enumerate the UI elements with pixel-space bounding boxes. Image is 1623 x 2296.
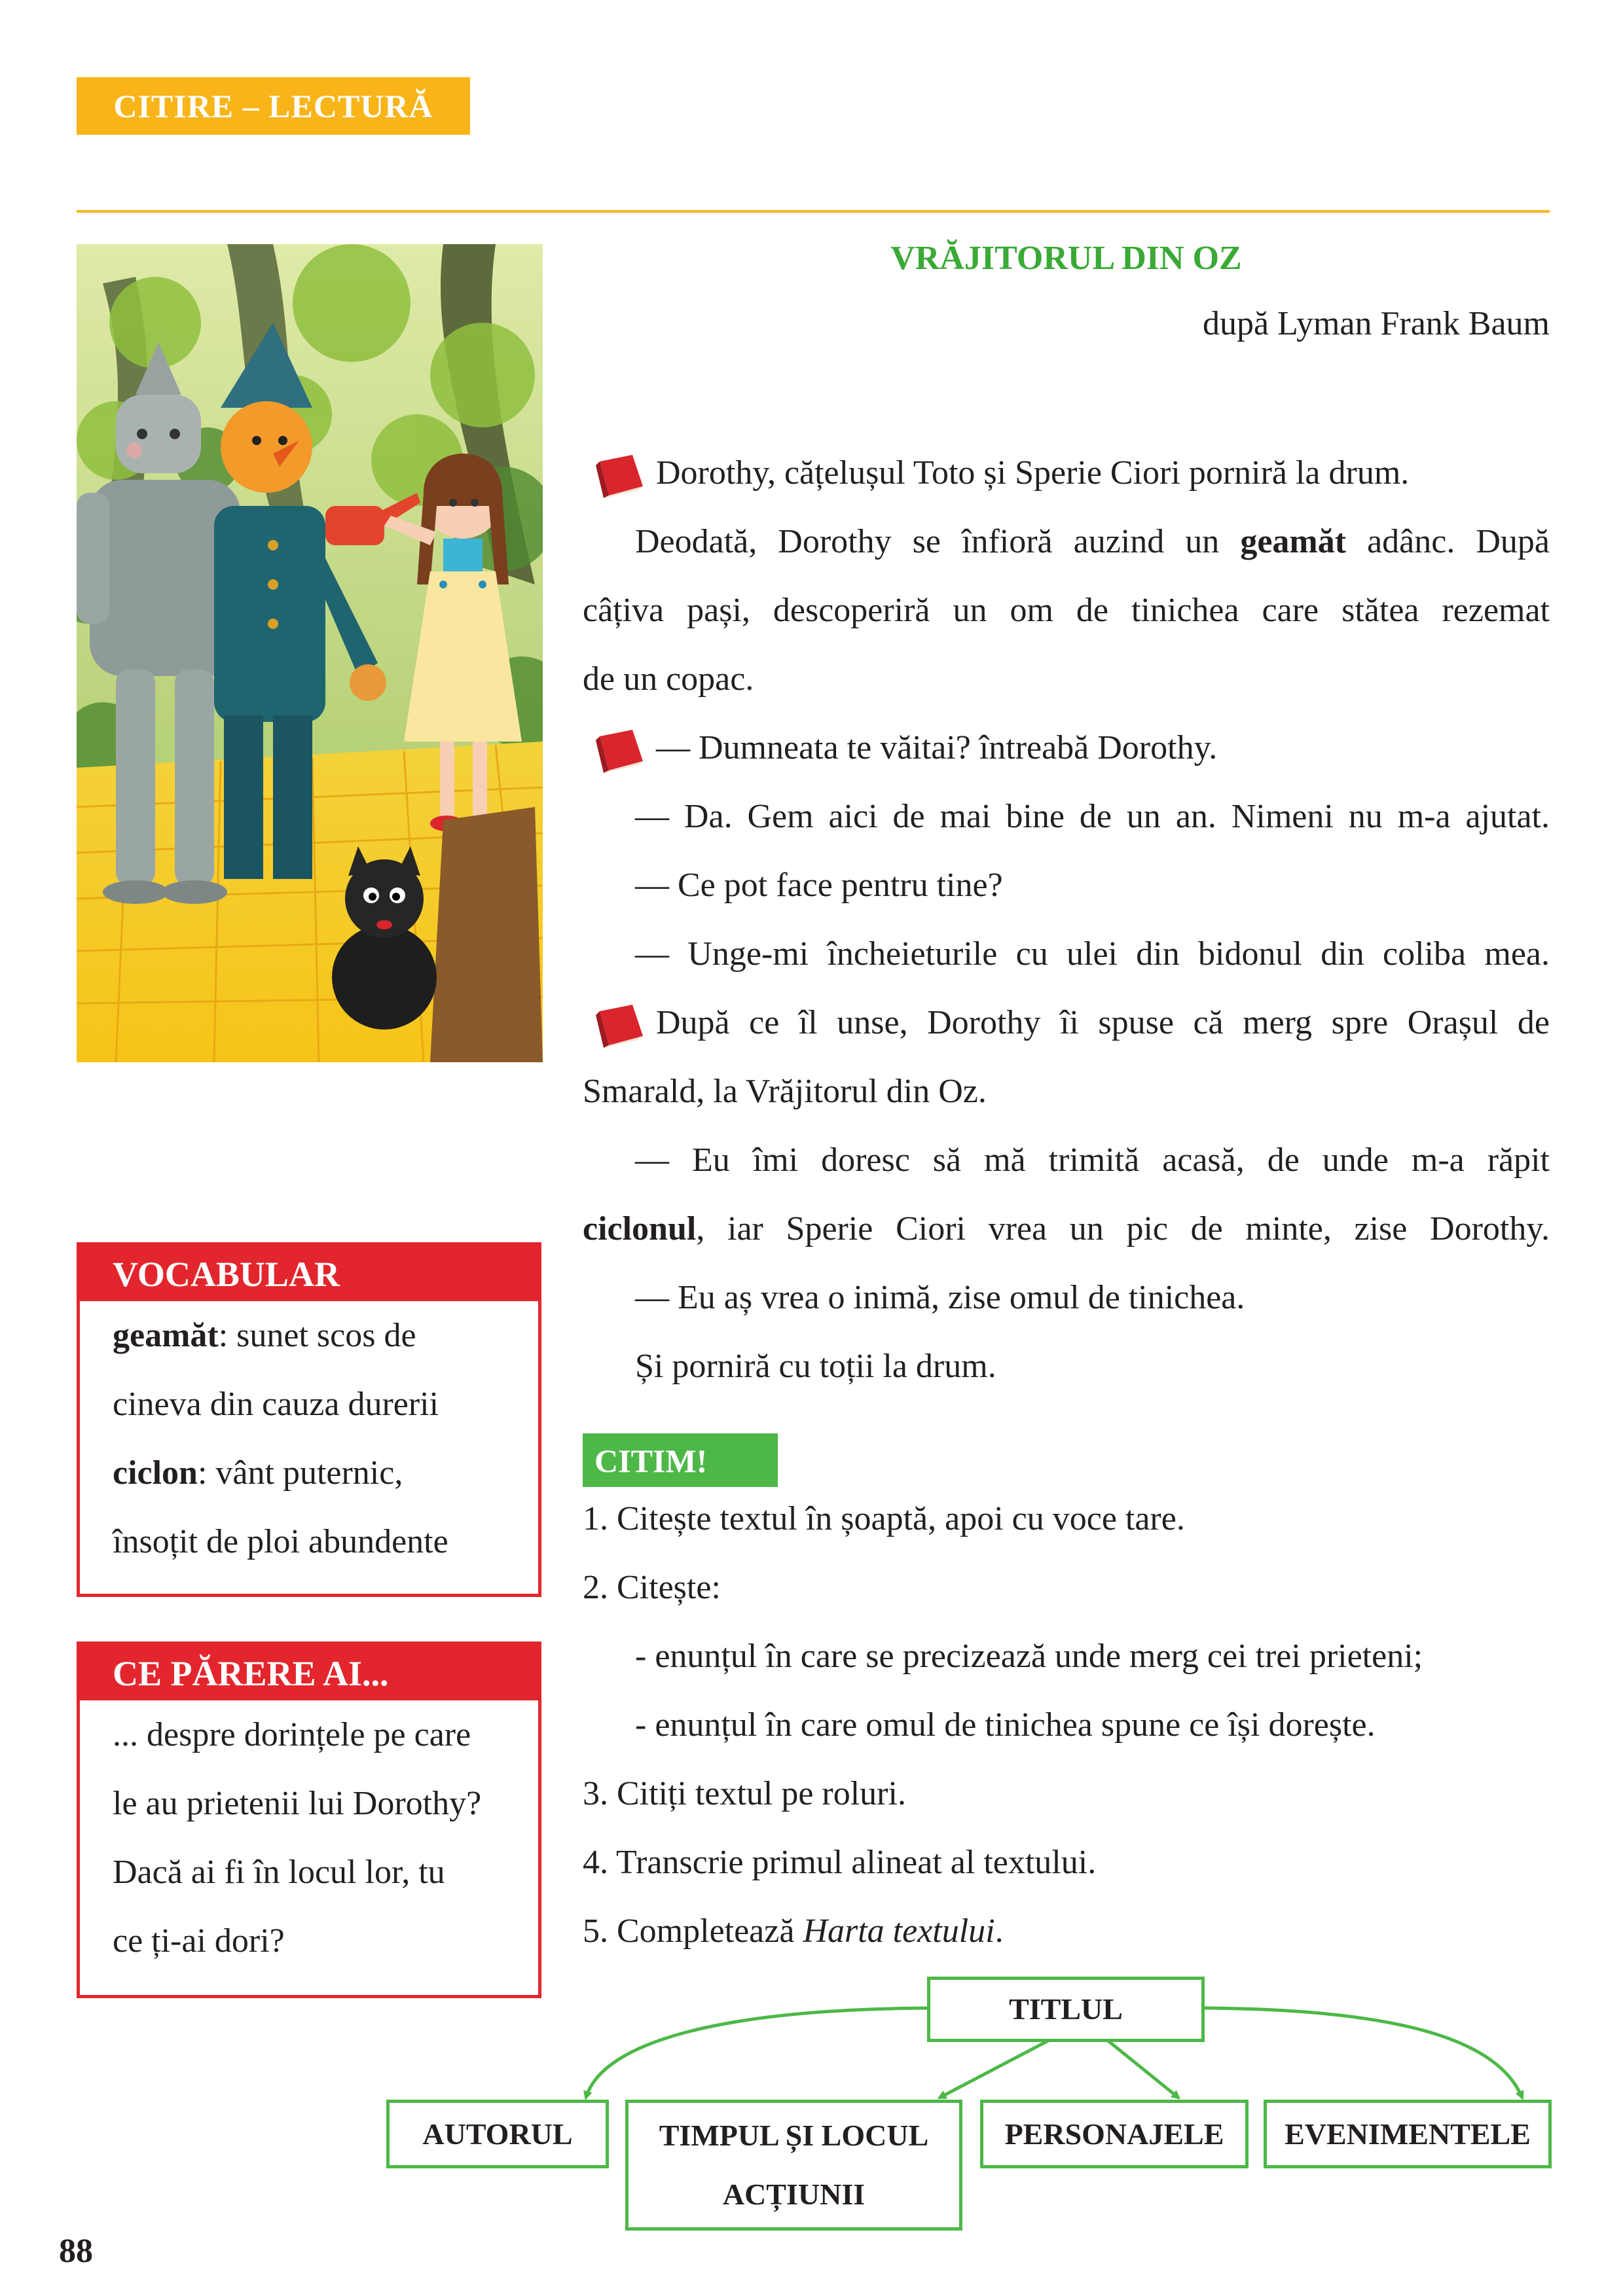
- map-node-characters: PERSONAJELE: [980, 2100, 1249, 2168]
- vocabulary-line: însoțit de ploi abundente: [113, 1523, 448, 1560]
- task-subitem: - enunțul în care se precizează unde merg cei trei prieteni;: [635, 1638, 1423, 1675]
- story-line: — Unge-mi încheieturile cu ulei din bidonul din coliba mea.: [635, 935, 1550, 973]
- section-tag: CITIRE – LECTURĂ: [77, 77, 470, 135]
- map-node-title: TITLUL: [927, 1977, 1205, 2042]
- vocabulary-line: geamăt: sunet scos de: [113, 1317, 416, 1354]
- task-item: 4. Transcrie primul alineat al textului.: [583, 1844, 1097, 1881]
- opinion-line: Dacă ai fi în locul lor, tu: [113, 1854, 445, 1891]
- map-node-time-place: [625, 2100, 962, 2231]
- story-line: — Dumneata te văitai? întreabă Dorothy.: [583, 713, 1550, 782]
- story-line: de un copac.: [583, 660, 754, 698]
- story-title: VRĂJITORUL DIN OZ: [890, 240, 1242, 277]
- story-line: După ce îl unse, Dorothy îi spuse că merg spre Orașul de: [583, 988, 1550, 1057]
- task-item: 5. Completează Harta textului.: [583, 1912, 1004, 1950]
- story-line: ciclonul, iar Sperie Ciori vrea un pic de minte, zise Dorothy.: [583, 1210, 1550, 1247]
- story-line: — Ce pot face pentru tine?: [635, 867, 1003, 904]
- map-node-time-place-line: TIMPUL ȘI LOCUL: [659, 2119, 929, 2152]
- story-line: — Da. Gem aici de mai bine de un an. Nimeni nu m-a ajutat.: [635, 798, 1550, 835]
- opinion-line: ce ți-ai dori?: [113, 1922, 285, 1960]
- task-subitem: - enunțul în care omul de tinichea spune ce își dorește.: [635, 1706, 1376, 1744]
- story-author: după Lyman Frank Baum: [1202, 305, 1550, 342]
- story-line: — Eu aș vrea o inimă, zise omul de tinichea.: [635, 1279, 1245, 1316]
- task-item: 1. Citește textul în șoaptă, apoi cu voce tare.: [583, 1500, 1185, 1537]
- task-item: 2. Citește:: [583, 1569, 721, 1606]
- opinion-heading: CE PĂRERE AI...: [80, 1645, 538, 1700]
- story-line: Smarald, la Vrăjitorul din Oz.: [583, 1073, 987, 1110]
- story-line: câțiva pași, descoperiră un om de tinichea care stătea rezemat: [583, 592, 1550, 629]
- tasks-heading: CITIM!: [583, 1433, 778, 1487]
- map-node-author: AUTORUL: [386, 2100, 609, 2168]
- opinion-line: ... despre dorințele pe care: [113, 1716, 471, 1753]
- vocabulary-heading: VOCABULAR: [80, 1246, 538, 1301]
- task-item: 3. Citiți textul pe roluri.: [583, 1775, 906, 1812]
- map-node-events: EVENIMENTELE: [1264, 2100, 1552, 2168]
- story-line: Dorothy, cățelușul Toto și Sperie Ciori porniră la drum.: [583, 439, 1550, 507]
- vocabulary-line: ciclon: vânt puternic,: [113, 1454, 403, 1492]
- story-line: Deodată, Dorothy se înfioră auzind un geamăt adânc. După: [635, 523, 1550, 560]
- opinion-line: le au prietenii lui Dorothy?: [113, 1785, 482, 1822]
- page-number: 88: [59, 2233, 93, 2270]
- vocabulary-line: cineva din cauza durerii: [113, 1386, 439, 1423]
- story-line: Și porniră cu toții la drum.: [635, 1348, 996, 1385]
- map-node-time-place-line: ACȚIUNII: [722, 2178, 866, 2211]
- story-line: — Eu îmi doresc să mă trimită acasă, de unde m-a răpit: [635, 1141, 1550, 1179]
